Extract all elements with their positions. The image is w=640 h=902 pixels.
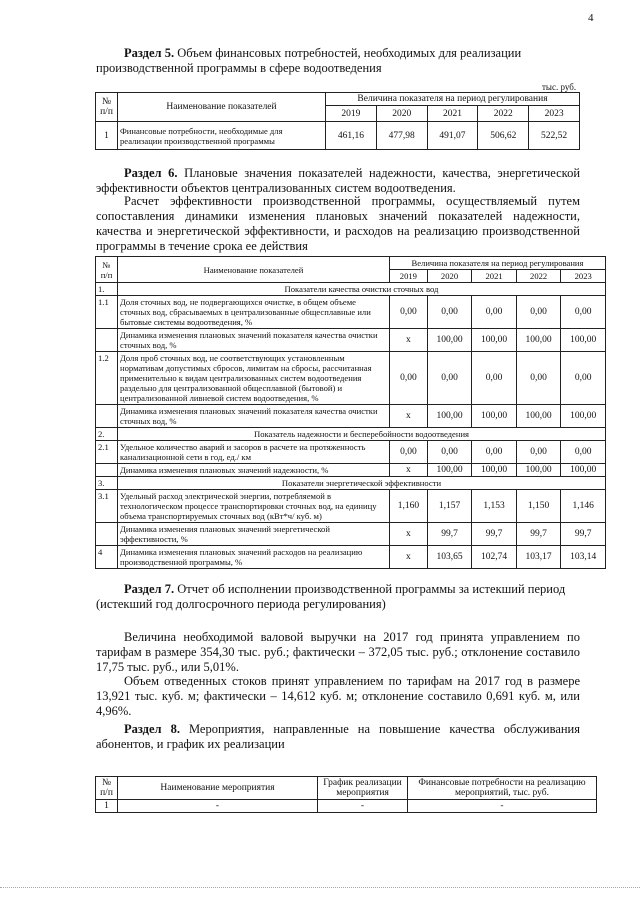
row-value: 103,65 [427,546,472,569]
table-row [96,546,606,569]
section8-title [96,722,580,752]
row-value: 522,52 [529,122,580,150]
section7-paragraph-1: Величина необходимой валовой выручки на 2017 год принята управлением по тарифам в размере 354,30 тыс. руб.; фактически – 372,05 тыс. руб.; отклонение составило 17,75 тыс. руб., или 5,01%. [96,630,580,674]
row-value: 100,00 [516,464,561,477]
row-num [96,329,118,352]
row-schedule: - [318,800,408,813]
row-value: 99,7 [516,523,561,546]
row-num: 1 [96,122,118,150]
row-num: 1.1 [96,296,118,329]
row-value: 100,00 [561,464,606,477]
row-value: 99,7 [561,523,606,546]
table-row [96,296,606,329]
table-row [96,405,606,428]
row-value: 102,74 [472,546,517,569]
row-value: 100,00 [516,405,561,428]
group-title: Показатели качества очистки сточных вод [118,283,606,296]
row-value: 100,00 [472,329,517,352]
row-num: 3. [96,477,118,490]
section8-title-text: Мероприятия, направленные на повышение качества обслуживания абонентов, и график их реализации [96,722,580,751]
row-value: 100,00 [561,329,606,352]
row-value: 0,00 [472,352,517,405]
row-value: 461,16 [326,122,377,150]
table-row [96,490,606,523]
section6-title-text: Плановые значения показателей надежности, качества, энергетической эффективности объектов централизованных систем водоотведения. [96,166,581,195]
row-value: 506,62 [478,122,529,150]
group-title: Показатели энергетической эффективности [118,477,606,490]
row-value: 103,14 [561,546,606,569]
row-value: 100,00 [427,329,472,352]
row-value: 99,7 [427,523,472,546]
row-name: Доля проб сточных вод, не соответствующих установленным нормативам допустимых сбросов, лимитам на сбросы, рассчитанная применительно к видам централизованных систем водоотведения раздельно для централизованной общесплавной (бытовой) и централизованной ливневой систем водоотведения, % [118,352,390,405]
section5-units: тыс. руб. [542,82,577,92]
row-num: 2. [96,428,118,441]
row-value: 1,146 [561,490,606,523]
year-cell: 2022 [516,270,561,283]
row-value: 100,00 [472,464,517,477]
section5-title-bold: Раздел 5. [124,46,175,60]
row-value: 100,00 [516,329,561,352]
row-value: х [390,329,428,352]
row-value: х [390,546,428,569]
row-value: 0,00 [516,352,561,405]
year-cell: 2019 [390,270,428,283]
row-value: 0,00 [427,441,472,464]
page-number: 4 [588,12,594,24]
header-finance: Финансовые потребности на реализацию мероприятий, тыс. руб. [408,777,597,800]
section6-title [96,166,580,196]
section7-title-bold: Раздел 7. [124,582,175,596]
row-value: 491,07 [427,122,478,150]
table-group-row [96,283,606,296]
header-name: Наименование показателей [118,257,390,283]
section5-title-text: Объем финансовых потребностей, необходимых для реализации производственной программы в сфере водоотведения [96,46,522,75]
row-value: 0,00 [516,441,561,464]
table-row [96,464,606,477]
table-group-row [96,477,606,490]
year-cell: 2020 [427,270,472,283]
row-value: 100,00 [427,464,472,477]
row-num: 1. [96,283,118,296]
row-value: 0,00 [561,352,606,405]
header-num: № п/п [96,257,118,283]
row-value: х [390,405,428,428]
year-cell: 2023 [529,106,580,122]
row-value: 0,00 [561,296,606,329]
row-name: Динамика изменения плановых значений расходов на реализацию производственной программы, % [118,546,390,569]
header-name: Наименование мероприятия [118,777,318,800]
row-value: 100,00 [561,405,606,428]
row-value: 1,160 [390,490,428,523]
row-num [96,405,118,428]
row-name: Динамика изменения плановых значений показателя качества очистки сточных вод, % [118,329,390,352]
row-num: 3.1 [96,490,118,523]
section8-table [95,776,597,813]
row-value: х [390,523,428,546]
header-num: № п/п [96,777,118,800]
row-value: 477,98 [376,122,427,150]
section6-table [95,256,606,569]
year-cell: 2019 [326,106,377,122]
row-value: 0,00 [390,352,428,405]
row-value: 100,00 [427,405,472,428]
row-value: 0,00 [390,296,428,329]
year-cell: 2023 [561,270,606,283]
table-row [96,441,606,464]
row-name: Динамика изменения плановых значений показателя качества очистки сточных вод, % [118,405,390,428]
table-row [96,352,606,405]
row-value: 0,00 [427,296,472,329]
row-value: х [390,464,428,477]
section7-paragraph-2: Объем отведенных стоков принят управлением по тарифам на 2017 год в размере 13,921 тыс. куб. м; фактически – 14,612 куб. м; отклонение составило 0,691 куб. м, или 4,96%. [96,674,580,718]
group-title: Показатель надежности и бесперебойности водоотведения [118,428,606,441]
row-value: 0,00 [390,441,428,464]
row-name: - [118,800,318,813]
row-value: 1,153 [472,490,517,523]
year-cell: 2020 [376,106,427,122]
section7-title [96,582,580,612]
year-cell: 2021 [472,270,517,283]
year-cell: 2022 [478,106,529,122]
header-schedule: График реализации мероприятия [318,777,408,800]
row-value: 0,00 [472,296,517,329]
row-num: 1.2 [96,352,118,405]
row-value: 0,00 [561,441,606,464]
table-row [96,122,580,150]
row-finance: - [408,800,597,813]
row-name: Удельное количество аварий и засоров в расчете на протяженность канализационной сети в год, ед./ км [118,441,390,464]
row-value: 1,157 [427,490,472,523]
section6-intro: Расчет эффективности производственной программы, осуществляемый путем сопоставления динамики изменения плановых значений показателей надежности, качества и энергетической эффективности, и расходов на реализацию производственной программы в течение срока ее действия [96,194,580,253]
row-value: 1,150 [516,490,561,523]
header-num: № п/п [96,93,118,122]
year-cell: 2021 [427,106,478,122]
page-bottom-divider [0,887,640,888]
header-value: Величина показателя на период регулирования [390,257,606,270]
row-num [96,464,118,477]
section6-title-bold: Раздел 6. [124,166,178,180]
row-value: 0,00 [472,441,517,464]
row-value: 103,17 [516,546,561,569]
section8-title-bold: Раздел 8. [124,722,180,736]
row-num: 1 [96,800,118,813]
row-num: 2.1 [96,441,118,464]
row-name: Динамика изменения плановых значений надежности, % [118,464,390,477]
section7-title-text: Отчет об исполнении производственной программы за истекший период (истекший год долгосрочного периода регулирования) [96,582,566,611]
header-value: Величина показателя на период регулирования [326,93,580,106]
row-value: 0,00 [516,296,561,329]
row-name: Динамика изменения плановых значений энергетической эффективности, % [118,523,390,546]
section5-table [95,92,580,150]
row-num: 4 [96,546,118,569]
row-value: 0,00 [427,352,472,405]
row-value: 99,7 [472,523,517,546]
table-row [96,329,606,352]
row-name: Финансовые потребности, необходимые для реализации производственной программы [118,122,326,150]
header-name: Наименование показателей [118,93,326,122]
table-group-row [96,428,606,441]
table-row [96,800,597,813]
row-num [96,523,118,546]
section5-title [96,46,580,76]
table-row [96,523,606,546]
row-name: Удельный расход электрической энергии, потребляемой в технологическом процессе транспортировки сточных вод, на единицу объема транспортируемых сточных вод (кВт*ч/ куб. м) [118,490,390,523]
row-value: 100,00 [472,405,517,428]
row-name: Доля сточных вод, не подвергающихся очистке, в общем объеме сточных вод, сбрасываемых в централизованные общесплавные или бытовые системы водоотведения, % [118,296,390,329]
